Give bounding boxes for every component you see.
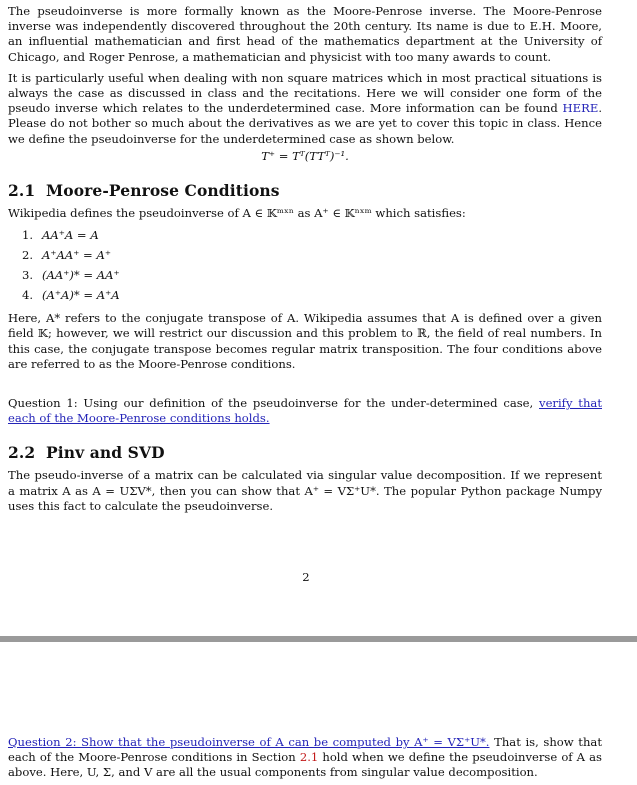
section-2-1-intro: Wikipedia defines the pseudoinverse of A ∈ 𝕂ᵐˣⁿ as A⁺ ∈ 𝕂ⁿˣᵐ which satisfies: <box>8 206 466 221</box>
condition-item <box>22 285 602 305</box>
question-2-text-before-ref: That is, show that each of the Moore-Penrose conditions in Section <box>8 735 602 765</box>
intro-text-after-link: . Please do not bother so much about the derivatives as we are yet to cover this topic in class. Hence we define the pseudoinverse for the underdetermined case as shown below. <box>8 101 602 146</box>
question-2-text-after-ref: hold when we define the pseudoinverse of A as above. Here, U, Σ, and V are all the usual components from singular value decomposition. <box>8 750 603 780</box>
condition-expression: AA⁺A = A <box>42 228 99 243</box>
intro-paragraph-1: The pseudoinverse is more formally known as the Moore-Penrose inverse. The Moore-Penrose inverse was independently discovered throughout the 20th century. Its name is due to E.H. Moore, an influential mathematician and first head of the mathematics department at the University of Chicago, and Roger Penrose, a mathematician and physicist with too many awards to count. <box>8 4 602 64</box>
section-2-1-title: Moore-Penrose Conditions <box>46 181 280 201</box>
section-2-1-reference[interactable]: 2.1 <box>299 750 319 765</box>
here-link[interactable]: HERE <box>562 101 599 116</box>
page-divider <box>0 636 637 642</box>
section-2-2-heading <box>8 444 602 462</box>
condition-item <box>22 245 602 265</box>
section-2-2-title: Pinv and SVD <box>46 443 165 463</box>
condition-number: 4. <box>22 288 34 303</box>
section-2-2-text: The pseudo-inverse of a matrix can be calculated via singular value decomposition. If we represent a matrix A as A = UΣV*, then you can show that A⁺ = VΣ⁺U*. The popular Python package Numpy uses this fact to calculate the pseudoinverse. <box>8 468 602 513</box>
intro-paragraph-2 <box>8 71 602 147</box>
page-number: 2 <box>302 570 310 584</box>
condition-number: 2. <box>22 248 34 263</box>
question-1 <box>8 396 602 426</box>
condition-expression: A⁺AA⁺ = A⁺ <box>42 248 111 263</box>
question-2 <box>8 735 602 781</box>
section-2-2-number: 2.2 <box>8 443 36 463</box>
question-1-link[interactable]: verify that each of the Moore-Penrose conditions holds. <box>8 396 602 426</box>
pseudoinverse-formula: T⁺ = Tᵀ(TTᵀ)⁻¹. <box>261 148 349 163</box>
question-1-prefix: Question 1: Using our definition of the pseudoinverse for the under-determined case, <box>8 396 540 411</box>
section-2-1-explanation: Here, A* refers to the conjugate transpose of A. Wikipedia assumes that A is defined over a given field 𝕂; however, we will restrict our discussion and this problem to ℝ, the field of real numbers. In this case, the conjugate transpose becomes regular matrix transposition. The four conditions above are referred to as the Moore-Penrose conditions. <box>8 311 602 371</box>
condition-number: 1. <box>22 228 34 243</box>
question-2-link[interactable]: Question 2: Show that the pseudoinverse of A can be computed by A⁺ = VΣ⁺U*. <box>8 735 490 749</box>
condition-item <box>22 265 602 285</box>
moore-penrose-conditions-list <box>8 225 602 305</box>
page-3-content <box>8 735 602 781</box>
condition-item <box>22 225 602 245</box>
intro-text-before-link: It is particularly useful when dealing with non square matrices which in most practical situations is always the case as discussed in class and the recitations. Here we will consider one form of the pseudo inverse which relates to the underdetermined case. More information can be found <box>8 70 602 116</box>
section-2-1-number: 2.1 <box>8 181 36 201</box>
condition-number: 3. <box>22 268 34 283</box>
page-content <box>8 4 602 514</box>
condition-expression: (A⁺A)* = A⁺A <box>42 288 120 303</box>
condition-expression: (AA⁺)* = AA⁺ <box>42 268 120 283</box>
section-2-1-heading <box>8 182 602 200</box>
